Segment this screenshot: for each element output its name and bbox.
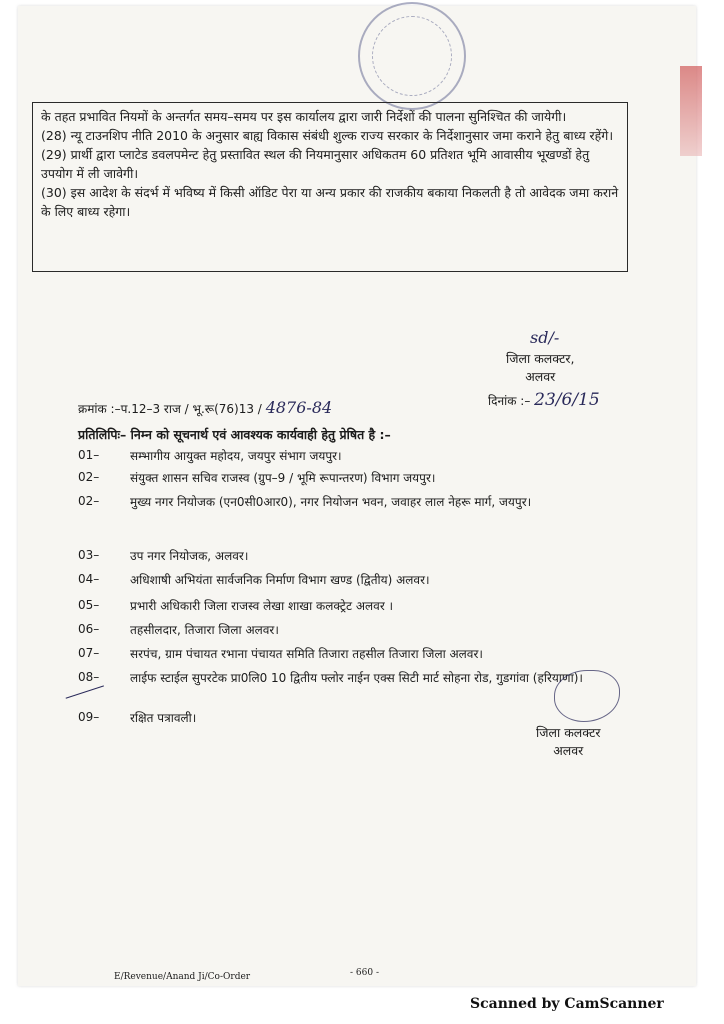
handwritten-initials: sd/- xyxy=(530,328,560,347)
signatory-place: अलवर xyxy=(525,369,556,384)
item-text: रक्षित पत्रावली। xyxy=(130,711,197,725)
item-number: 07– xyxy=(78,646,100,660)
item-text: मुख्य नगर नियोजक (एन0सी0आर0), नगर नियोजन भवन, जवाहर लाल नेहरू मार्ग, जयपुर। xyxy=(130,495,532,509)
item-text: संयुक्त शासन सचिव राजस्व (ग्रुप–9 / भूमि रूपान्तरण) विभाग जयपुर। xyxy=(130,471,436,485)
item-number: 06– xyxy=(78,622,100,636)
list-item xyxy=(78,622,650,639)
item-text: उप नगर नियोजक, अलवर। xyxy=(130,549,249,563)
signatory-block-bottom xyxy=(536,724,601,760)
list-item xyxy=(78,448,650,465)
list-item xyxy=(78,598,650,615)
date-field xyxy=(488,390,600,410)
condition-paragraph: (29) प्रार्थी द्वारा प्लाटेड डवलपमेन्ट हेतु प्रस्तावित स्थल की नियमानुसार अधिकतम 60 प्रतिशत भूमि आवासीय भूखण्डों हेतु उपयोग में ली जावेगी। xyxy=(41,147,590,181)
item-number: 03– xyxy=(78,548,100,562)
item-text: अधिशाषी अभियंता सार्वजनिक निर्माण विभाग खण्ड (द्वितीय) अलवर। xyxy=(130,573,430,587)
condition-paragraph: (28) न्यू टाउनशिप नीति 2010 के अनुसार बाह्य विकास संबंधी शुल्क राज्य सरकार के निर्देशानुसार जमा कराने हेतु बाध्य रहेंगे। xyxy=(41,128,614,143)
conditions-box xyxy=(32,102,628,272)
handwritten-tick-mark xyxy=(60,668,104,698)
copy-heading: प्रतिलिपिः– निम्न को सूचनार्थ एवं आवश्यक कार्यवाही हेतु प्रेषित है :– xyxy=(78,427,391,442)
item-number: 05– xyxy=(78,598,100,612)
scanner-watermark: Scanned by CamScanner xyxy=(470,996,664,1012)
list-item xyxy=(78,494,650,511)
signatory-designation: जिला कलक्टर xyxy=(536,725,601,740)
condition-paragraph: (30) इस आदेश के संदर्भ में भविष्य में किसी ऑडिट पेरा या अन्य प्रकार की राजकीय बकाया निकलती है तो आवेदक जमा कराने के लिए बाध्य रहेगा। xyxy=(41,185,619,219)
date-handwritten: 23/6/15 xyxy=(534,390,600,410)
item-number: 09– xyxy=(78,710,100,724)
footer-page-number: - 660 - xyxy=(350,968,379,978)
item-number: 04– xyxy=(78,572,100,586)
signatory-designation: जिला कलक्टर, xyxy=(506,351,575,366)
item-number: 08– xyxy=(78,670,100,684)
item-number: 02– xyxy=(78,494,100,508)
list-item xyxy=(78,646,650,663)
list-item xyxy=(78,572,650,589)
reference-label: क्रमांक :–प.12–3 राज / भू.रू(76)13 / xyxy=(78,402,262,416)
item-number: 02– xyxy=(78,470,100,484)
item-text: तहसीलदार, तिजारा जिला अलवर। xyxy=(130,623,279,637)
item-text: लाईफ स्टाईल सुपरटेक प्रा0लि0 10 द्वितीय फ्लोर नाईन एक्स सिटी मार्ट सोहना रोड, गुडगांवा (हरियाणा)। xyxy=(130,671,583,685)
condition-paragraph: के तहत प्रभावित नियमों के अन्तर्गत समय–समय पर इस कार्यालय द्वारा जारी निर्देशों की पालना सुनिश्चित की जायेगी। xyxy=(41,109,567,124)
date-label: दिनांक :– xyxy=(488,394,531,408)
footer-file-path: E/Revenue/Anand Ji/Co-Order xyxy=(114,972,251,982)
document-page xyxy=(18,6,696,986)
list-item xyxy=(78,548,650,565)
reference-handwritten: 4876-84 xyxy=(265,398,333,417)
item-text: सम्भागीय आयुक्त महोदय, जयपुर संभाग जयपुर। xyxy=(130,449,342,463)
item-text: सरपंच, ग्राम पंचायत रभाना पंचायत समिति तिजारा तहसील तिजारा जिला अलवर। xyxy=(130,647,483,661)
item-number: 01– xyxy=(78,448,100,462)
office-seal-stamp xyxy=(358,2,466,110)
list-item xyxy=(78,470,650,487)
signatory-block-top xyxy=(506,350,574,386)
page-edge-mark xyxy=(680,66,702,156)
item-text: प्रभारी अधिकारी जिला राजस्व लेखा शाखा कलक्ट्रेट अलवर । xyxy=(130,599,394,613)
reference-number xyxy=(78,398,332,417)
signatory-place: अलवर xyxy=(553,743,584,758)
